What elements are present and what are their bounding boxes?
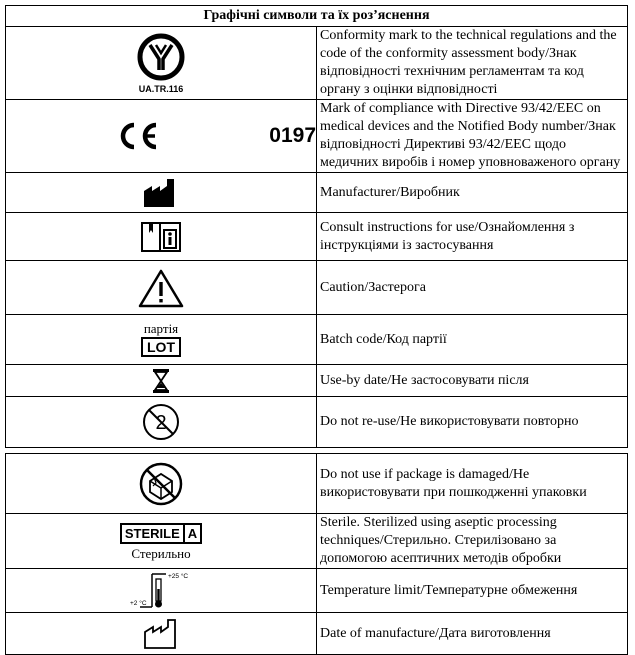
symbol-cell (6, 454, 317, 514)
ce-mark-icon (115, 122, 159, 150)
notified-body-number: 0197 (269, 124, 316, 147)
sterile-method: A (183, 525, 200, 542)
symbol-cell (6, 397, 317, 448)
description-cell: Consult instructions for use/Ознайомлення з інструкціями із застосування (317, 213, 628, 261)
symbol-cell (6, 365, 317, 397)
consult-instructions-icon (139, 219, 183, 255)
table-row (6, 100, 628, 173)
sterile-label: STERILE (124, 526, 180, 541)
table-row (6, 261, 628, 315)
sterile-caption: Стерильно (131, 546, 191, 561)
symbol-cell (6, 100, 317, 173)
table-row (6, 613, 628, 655)
lot-caption: партія (143, 321, 179, 336)
description-cell: Sterile. Sterilized using aseptic processing techniques/Стерильно. Стерилізовано за допомогою асептичних методів обробки (317, 514, 628, 569)
description-cell: Conformity mark to the technical regulations and the code of the conformity assessment body/Знак відповідності технічним регламентам та код органу з оцінки відповідності (317, 27, 628, 100)
symbol-cell (6, 613, 317, 655)
manufacturer-icon (143, 178, 179, 208)
description-cell: Do not re-use/Не використовувати повторно (317, 397, 628, 448)
description-cell: Temperature limit/Температурне обмеження (317, 569, 628, 613)
sterile-label-box (120, 523, 202, 544)
caution-icon (138, 268, 184, 308)
table-row (6, 27, 628, 100)
table-row (6, 365, 628, 397)
symbols-table (5, 5, 628, 655)
description-cell: Use-by date/Не застосовувати після (317, 365, 628, 397)
description-cell: Date of manufacture/Дата виготовлення (317, 613, 628, 655)
description-cell: Batch code/Код партії (317, 315, 628, 365)
description-cell: Mark of compliance with Directive 93/42/EEC on medical devices and the Notified Body number/Знак відповідності Директиві 93/42/EEC щодо медичних виробів і номер уповноваженого органу (317, 100, 628, 173)
table-row (6, 514, 628, 569)
symbol-cell (6, 315, 317, 365)
symbol-cell (6, 27, 317, 100)
lot-label: LOT (141, 337, 181, 357)
table-header-row (6, 6, 628, 27)
hourglass-icon (151, 368, 171, 394)
symbol-cell (6, 569, 317, 613)
lot-icon (6, 322, 316, 357)
do-not-reuse-icon (141, 402, 181, 442)
description-cell: Manufacturer/Виробник (317, 173, 628, 213)
ua-mark-code: UA.TR.116 (138, 84, 184, 94)
table-row (6, 173, 628, 213)
table-title: Графічні символи та їх роз’яснення (6, 6, 628, 27)
description-cell: Do not use if package is damaged/Не використовувати при пошкодженні упаковки (317, 454, 628, 514)
symbol-cell (6, 173, 317, 213)
temperature-limit-icon (126, 571, 196, 611)
sterile-icon (6, 521, 316, 561)
date-of-manufacture-icon (143, 619, 179, 649)
table-row (6, 569, 628, 613)
damaged-package-icon (138, 461, 184, 507)
description-cell: Caution/Застерога (317, 261, 628, 315)
temperature-upper: +25 °C (168, 572, 189, 580)
table-row (6, 213, 628, 261)
symbol-cell (6, 213, 317, 261)
ce-mark (6, 122, 316, 150)
ua-conformity-mark-icon (126, 32, 196, 94)
symbol-cell (6, 514, 317, 569)
table-row (6, 315, 628, 365)
table-row (6, 454, 628, 514)
table-row (6, 397, 628, 448)
do-not-reuse-digit: 2 (155, 412, 167, 434)
temperature-lower: +2 °C (130, 599, 147, 607)
symbol-cell (6, 261, 317, 315)
